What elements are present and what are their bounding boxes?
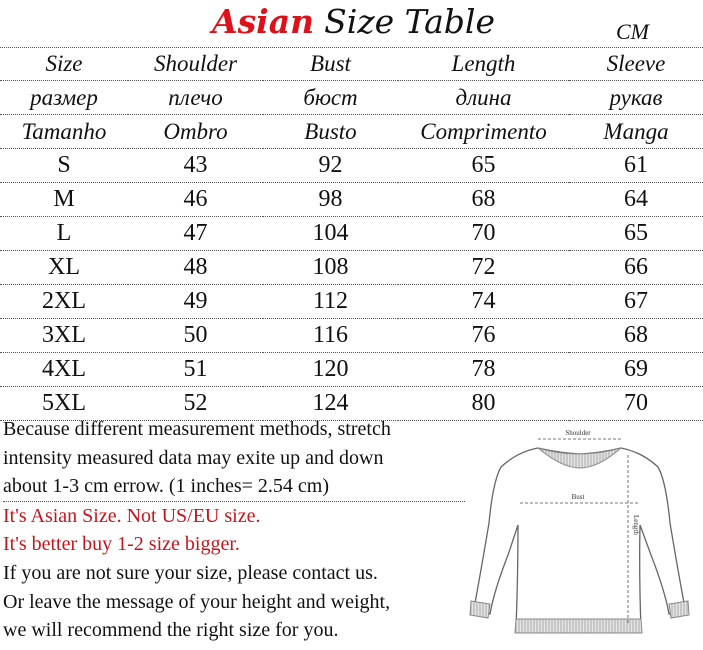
size-cell: 4XL [0,353,128,387]
length-label: Length [632,515,640,535]
warning-line: It's better buy 1-2 size bigger. [3,533,240,556]
measure-cell: 74 [398,285,569,319]
measure-cell: 120 [263,353,398,387]
measure-cell: 46 [128,183,263,217]
header-cell: Manga [569,115,703,149]
title-rest: Size Table [324,2,495,41]
table-row [0,251,703,285]
measure-cell: 65 [569,217,703,251]
note-line: about 1-3 cm errow. (1 inches= 2.54 cm) [3,472,465,502]
measure-cell: 68 [569,319,703,353]
measure-cell: 47 [128,217,263,251]
header-row [0,47,703,81]
table-row [0,149,703,183]
measure-cell: 66 [569,251,703,285]
sweatshirt-drawing [458,415,703,650]
measure-cell: 69 [569,353,703,387]
header-cell: Tamanho [0,115,128,149]
measure-cell: 61 [569,149,703,183]
measure-cell: 72 [398,251,569,285]
title-highlight: Asian [212,2,315,41]
table-row [0,319,703,353]
measure-cell: 65 [398,149,569,183]
shoulder-label: Shoulder [565,429,591,437]
table-row [0,285,703,319]
title-row [0,0,703,48]
sweatshirt-outline [472,448,687,629]
sweatshirt-diagram [458,415,703,650]
measure-cell: 78 [398,353,569,387]
measure-cell: 116 [263,319,398,353]
header-cell: Shoulder [128,47,263,81]
measure-cell: 68 [398,183,569,217]
page-title [212,2,495,41]
size-cell: L [0,217,128,251]
measure-cell: 92 [263,149,398,183]
measure-cell: 124 [263,387,398,421]
measure-cell: 76 [398,319,569,353]
right-cuff [669,601,689,618]
note-line: intensity measured data may exite up and down [3,446,384,469]
note-line: Because different measurement methods, stretch [3,418,391,440]
measure-cell: 43 [128,149,263,183]
table-row [0,353,703,387]
measure-cell: 49 [128,285,263,319]
measure-cell: 50 [128,319,263,353]
size-cell: S [0,149,128,183]
header-cell: Ombro [128,115,263,149]
header-cell: бюст [263,81,398,115]
header-cell: рукав [569,81,703,115]
measure-cell: 108 [263,251,398,285]
size-table [0,47,703,421]
measure-cell: 48 [128,251,263,285]
size-cell: XL [0,251,128,285]
warning-line: It's Asian Size. Not US/EU size. [3,504,261,527]
header-cell: Sleeve [569,47,703,81]
contact-line: If you are not sure your size, please contact us. [3,561,378,584]
measure-cell: 52 [128,387,263,421]
header-row [0,81,703,115]
unit-label: CM [616,19,649,44]
size-cell: M [0,183,128,217]
measure-cell: 64 [569,183,703,217]
measure-cell: 70 [398,217,569,251]
header-row [0,115,703,149]
notes-section [3,415,473,645]
contact-line: we will recommend the right size for you. [3,619,339,642]
left-cuff [470,601,490,618]
size-cell: 2XL [0,285,128,319]
measure-cell: 51 [128,353,263,387]
size-cell: 3XL [0,319,128,353]
measure-cell: 67 [569,285,703,319]
header-cell: Bust [263,47,398,81]
bust-label: Bust [571,493,585,501]
measure-cell: 70 [569,387,703,421]
table-row [0,183,703,217]
measure-cell: 80 [398,387,569,421]
header-cell: размер [0,81,128,115]
header-cell: Comprimento [398,115,569,149]
contact-line: Or leave the message of your height and weight, [3,590,391,613]
size-cell: 5XL [0,387,128,421]
header-cell: Length [398,47,569,81]
measure-cell: 98 [263,183,398,217]
table-row [0,217,703,251]
size-table-body [0,47,703,421]
measure-cell: 104 [263,217,398,251]
hem [515,619,642,633]
header-cell: длина [398,81,569,115]
header-cell: плечо [128,81,263,115]
header-cell: Size [0,47,128,81]
header-cell: Busto [263,115,398,149]
measure-cell: 112 [263,285,398,319]
